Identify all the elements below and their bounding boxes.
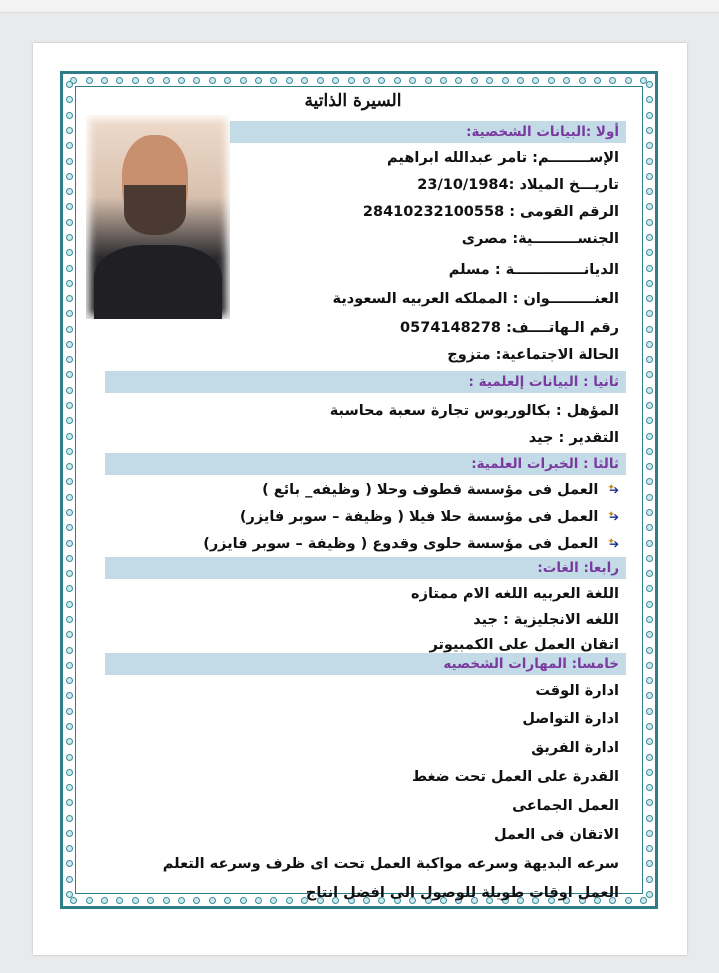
profile-photo [86, 115, 230, 319]
page-title: السيرة الذاتية [304, 91, 402, 111]
arrow-bullet-icon: ➔ ✦ [607, 479, 625, 493]
section-heading-skills: خامسا: المهارات الشخصيه [443, 656, 619, 672]
skill-item: العمل الجماعى [512, 798, 619, 814]
skill-item: الاتقان فى العمل [494, 827, 619, 843]
field-address: العنـــــــــوان : المملكه العربيه السعودية [332, 291, 619, 307]
skill-item: ادارة الوقت [535, 683, 619, 699]
cv-content [33, 43, 687, 955]
section-heading-experience: ثالثا : الخبرات العلمية: [471, 456, 619, 472]
field-grade: التقدير : جيد [528, 430, 619, 446]
field-qualification: المؤهل : بكالوريوس تجارة سعبة محاسبة [329, 403, 619, 419]
field-name: الإســــــــم: تامر عبدالله ابراهيم [387, 150, 619, 166]
cv-page [33, 43, 687, 955]
language-item: اللغه الانجليزية : جيد [473, 612, 619, 628]
language-item: اتقان العمل على الكمبيوتر [429, 637, 619, 653]
field-religion: الديانــــــــــــــة : مسلم [448, 262, 619, 278]
field-phone: رقم الـهاتــــف: 0574148278 [400, 320, 619, 336]
skill-item: القدرة على العمل تحت ضغط [411, 769, 619, 785]
skill-item: العمل اوقات طويلة للوصول الى افضل انتاج [305, 885, 619, 901]
field-birth-date: تاريـــخ الميلاد :23/10/1984 [417, 177, 619, 193]
photo-shirt [94, 245, 222, 319]
field-national-id: الرقم القومى : 28410232100558 [362, 204, 619, 220]
arrow-bullet-icon: ➔ ✦ [607, 506, 625, 520]
section-heading-personal: أولا :البيانات الشخصية: [466, 124, 619, 140]
arrow-bullet-icon: ➔ ✦ [607, 533, 625, 547]
field-nationality: الجنســـــــــية: مصرى [461, 231, 619, 247]
field-marital-status: الحالة الاجتماعية: متزوج [447, 347, 619, 363]
experience-item: ➔ ✦العمل فى مؤسسة حلوى وقدوع ( وظيفة – سوبر فايزر) [203, 533, 619, 557]
experience-item: ➔ ✦العمل فى مؤسسة قطوف وحلا ( وظيفه_ بائع ) [262, 479, 619, 503]
skill-item: ادارة التواصل [522, 711, 619, 727]
skill-item: ادارة الفريق [531, 740, 619, 756]
photo-beard [124, 185, 186, 235]
skill-item: سرعه البديهة وسرعه مواكبة العمل تحت اى ظرف وسرعه التعلم [162, 856, 619, 872]
top-bar [0, 0, 719, 13]
section-heading-education: ثانيا : البيانات إلعلمية : [468, 374, 619, 390]
section-heading-languages: رابعا: الغات: [537, 560, 619, 576]
experience-item: ➔ ✦العمل فى مؤسسة حلا فيلا ( وظيفة – سوبر فايزر) [240, 506, 619, 530]
language-item: اللغة العربيه اللغه الام ممتازه [411, 586, 619, 602]
